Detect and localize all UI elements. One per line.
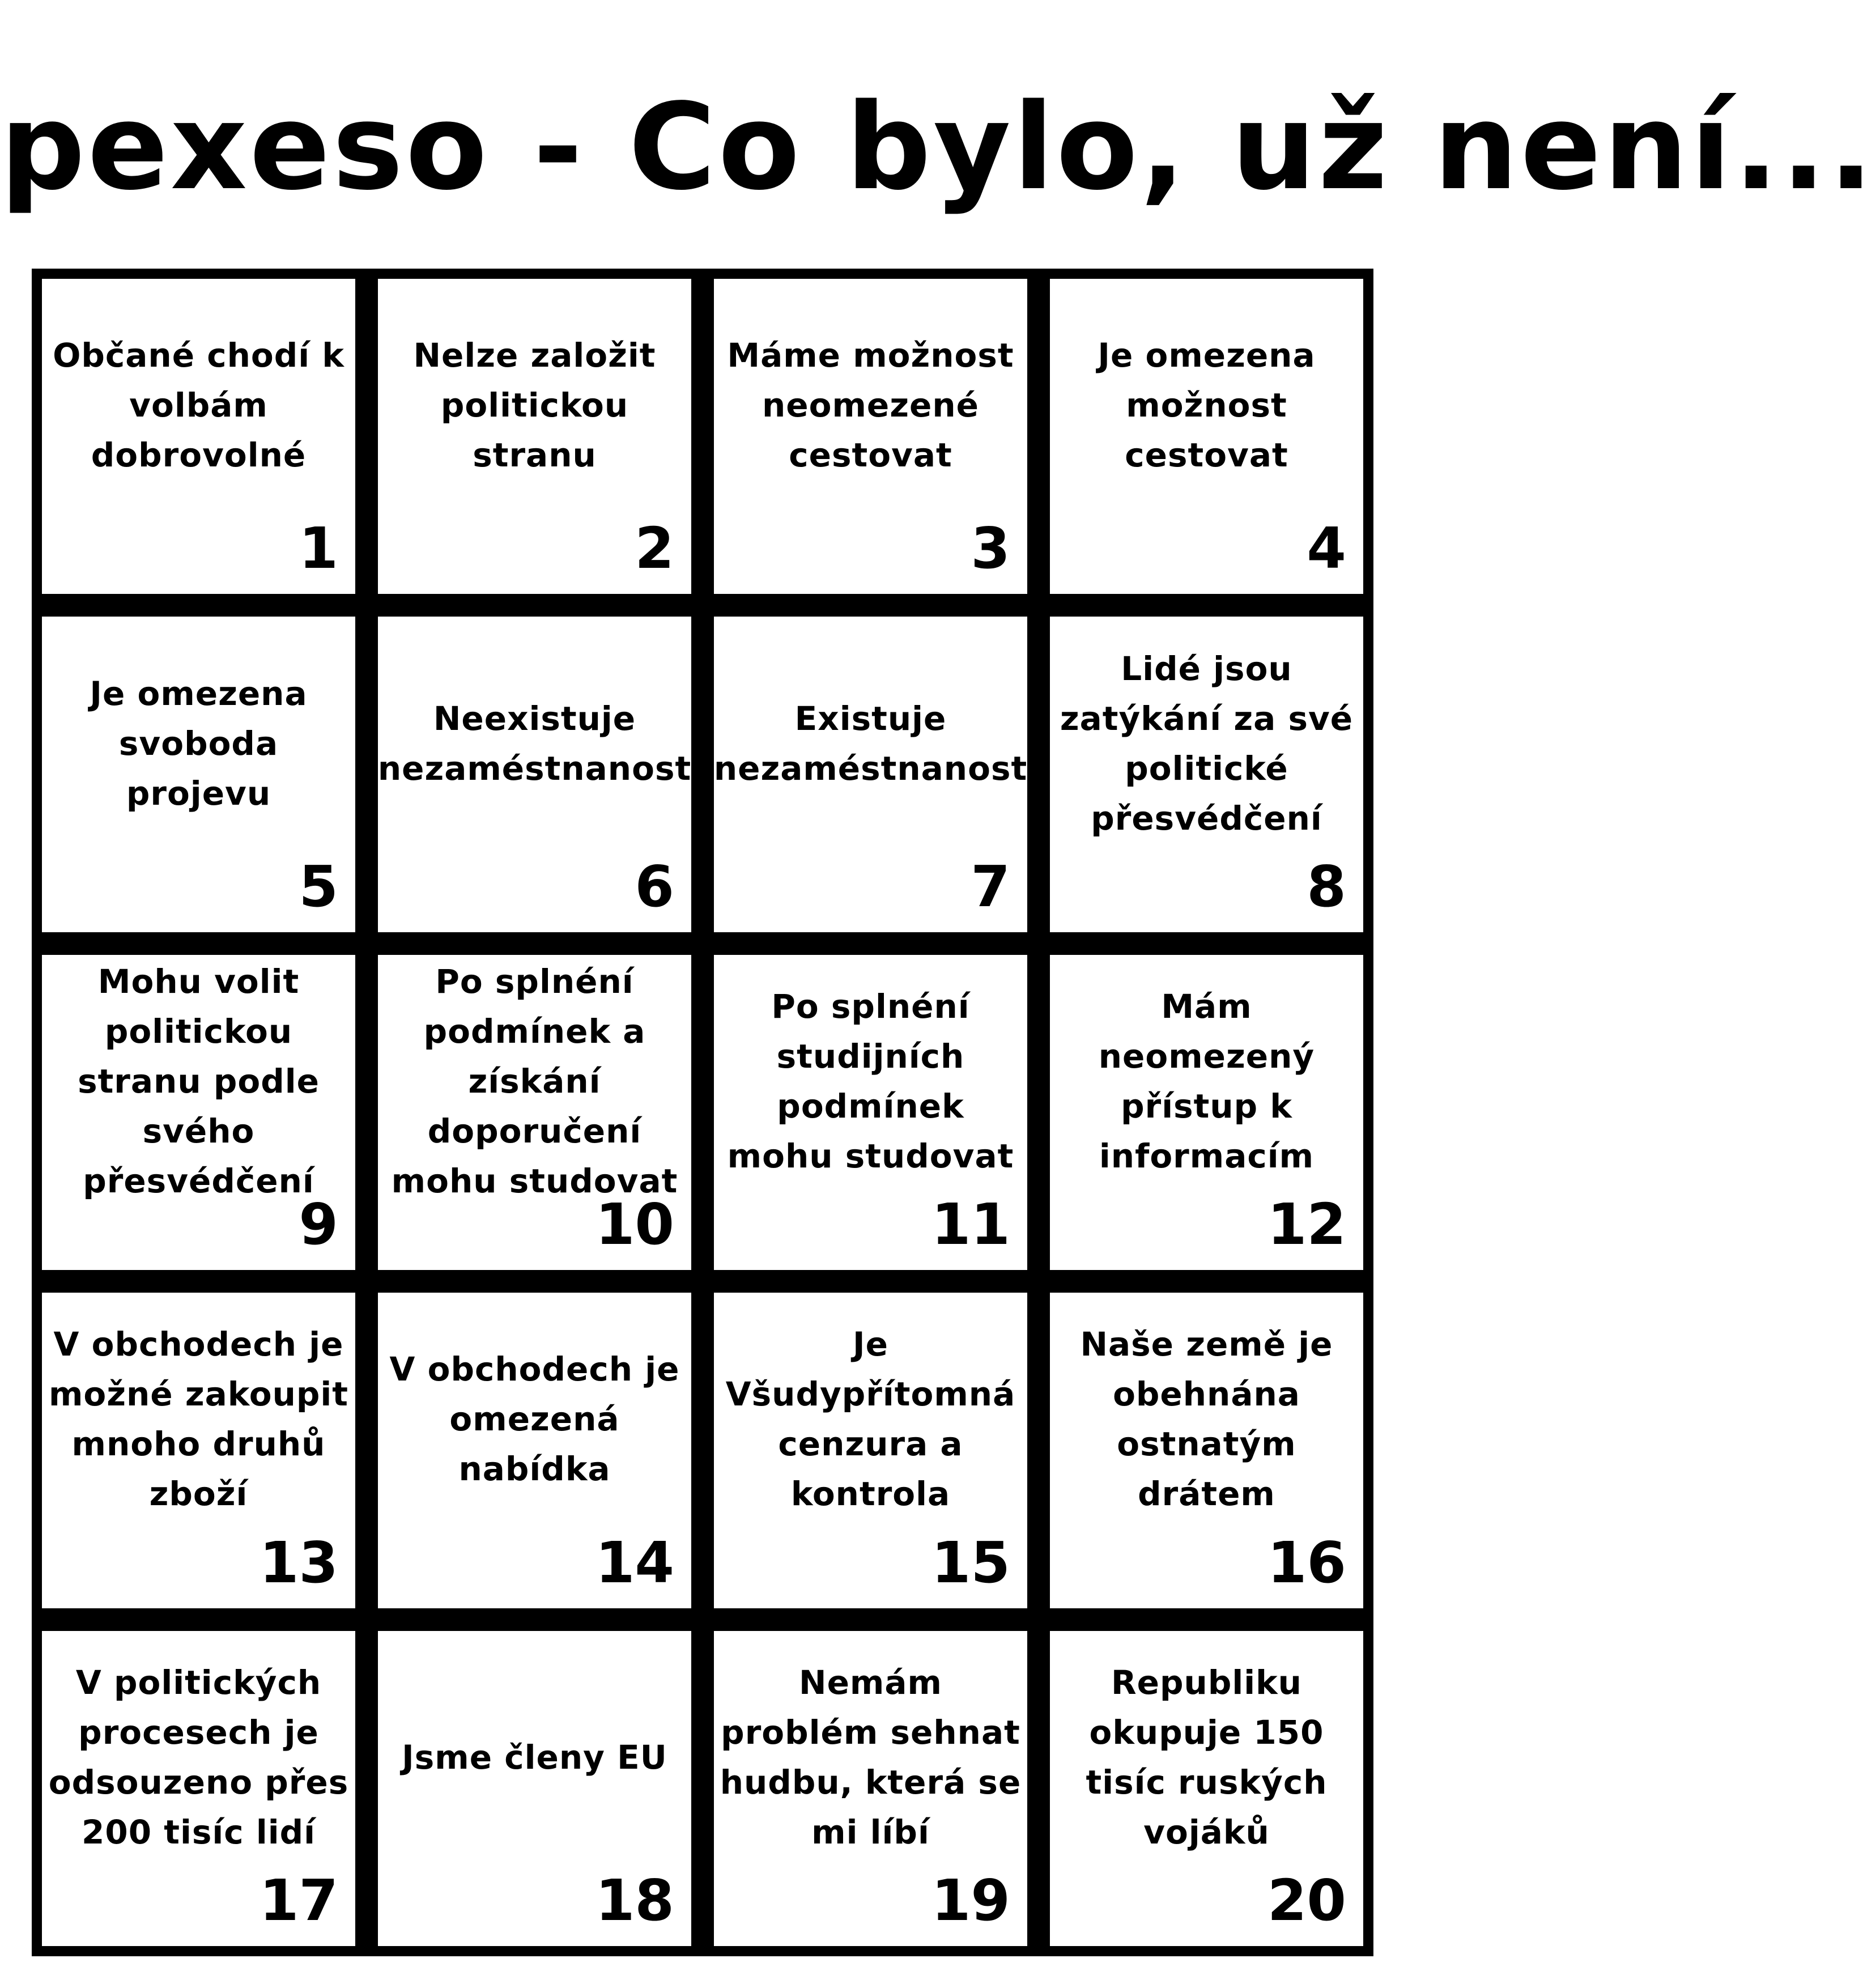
card-text: Naše země je obehnána ostnatým drátem (1080, 1325, 1333, 1514)
card-10[interactable] (378, 955, 691, 1270)
card-number: 7 (971, 853, 1010, 920)
card-text: Je omezena možnost cestovat (1097, 336, 1316, 475)
card-3[interactable] (714, 279, 1027, 594)
card-text: Lidé jsou zatýkání za své politické přesvédčení (1060, 649, 1354, 838)
card-number: 10 (595, 1191, 674, 1258)
card-text: Je omezena svoboda projevu (90, 674, 308, 813)
card-text: Mám neomezený přístup k informacím (1098, 987, 1315, 1175)
card-16[interactable] (1050, 1293, 1363, 1608)
card-number: 13 (259, 1529, 338, 1596)
card-14[interactable] (378, 1293, 691, 1608)
card-number: 16 (1267, 1529, 1346, 1596)
card-number: 11 (931, 1191, 1010, 1258)
card-9[interactable] (42, 955, 355, 1270)
card-7[interactable] (714, 617, 1027, 932)
card-text: Nelze založit politickou stranu (413, 336, 656, 475)
card-13[interactable] (42, 1293, 355, 1608)
card-20[interactable] (1050, 1631, 1363, 1946)
card-8[interactable] (1050, 617, 1363, 932)
card-number: 3 (971, 515, 1010, 582)
card-number: 20 (1267, 1867, 1346, 1934)
card-text: Jsme členy EU (402, 1738, 667, 1777)
card-text: Je Všudypřítomná cenzura a kontrola (725, 1325, 1016, 1514)
card-number: 2 (635, 515, 674, 582)
card-number: 8 (1307, 853, 1346, 920)
card-number: 15 (931, 1529, 1010, 1596)
card-5[interactable] (42, 617, 355, 932)
card-19[interactable] (714, 1631, 1027, 1946)
card-number: 14 (595, 1529, 674, 1596)
card-text: Po splnéní studijních podmínek mohu studovat (727, 987, 1014, 1175)
card-15[interactable] (714, 1293, 1027, 1608)
card-number: 17 (259, 1867, 338, 1934)
pexeso-grid (32, 269, 1373, 1956)
card-17[interactable] (42, 1631, 355, 1946)
card-number: 9 (299, 1191, 338, 1258)
card-1[interactable] (42, 279, 355, 594)
card-number: 5 (299, 853, 338, 920)
card-number: 18 (595, 1867, 674, 1934)
card-text: Mohu volit politickou stranu podle svého přesvédčení (78, 962, 320, 1200)
card-text: Neexistuje nezaméstnanost (377, 699, 692, 788)
card-text: Občané chodí k volbám dobrovolné (53, 336, 344, 475)
card-11[interactable] (714, 955, 1027, 1270)
card-text: V obchodech je omezená nabídka (389, 1350, 680, 1489)
card-number: 4 (1307, 515, 1346, 582)
card-text: Republiku okupuje 150 tisíc ruských vojáků (1086, 1663, 1328, 1851)
card-text: V obchodech je možné zakoupit mnoho druhů zboží (48, 1325, 349, 1514)
card-6[interactable] (378, 617, 691, 932)
card-number: 6 (635, 853, 674, 920)
card-text: Máme možnost neomezené cestovat (727, 336, 1014, 475)
card-text: Existuje nezaméstnanost (713, 699, 1028, 788)
page-title: pexeso - Co bylo, už není... (0, 78, 1876, 216)
card-text: Po splnéní podmínek a získání doporučení mohu studovat (391, 962, 678, 1200)
card-2[interactable] (378, 279, 691, 594)
card-number: 1 (299, 515, 338, 582)
card-text: V politických procesech je odsouzeno přes 200 tisíc lidí (48, 1663, 349, 1851)
card-number: 19 (931, 1867, 1010, 1934)
card-18[interactable] (378, 1631, 691, 1946)
card-4[interactable] (1050, 279, 1363, 594)
card-text: Nemám problém sehnat hudbu, která se mi líbí (720, 1663, 1022, 1851)
card-12[interactable] (1050, 955, 1363, 1270)
card-number: 12 (1267, 1191, 1346, 1258)
